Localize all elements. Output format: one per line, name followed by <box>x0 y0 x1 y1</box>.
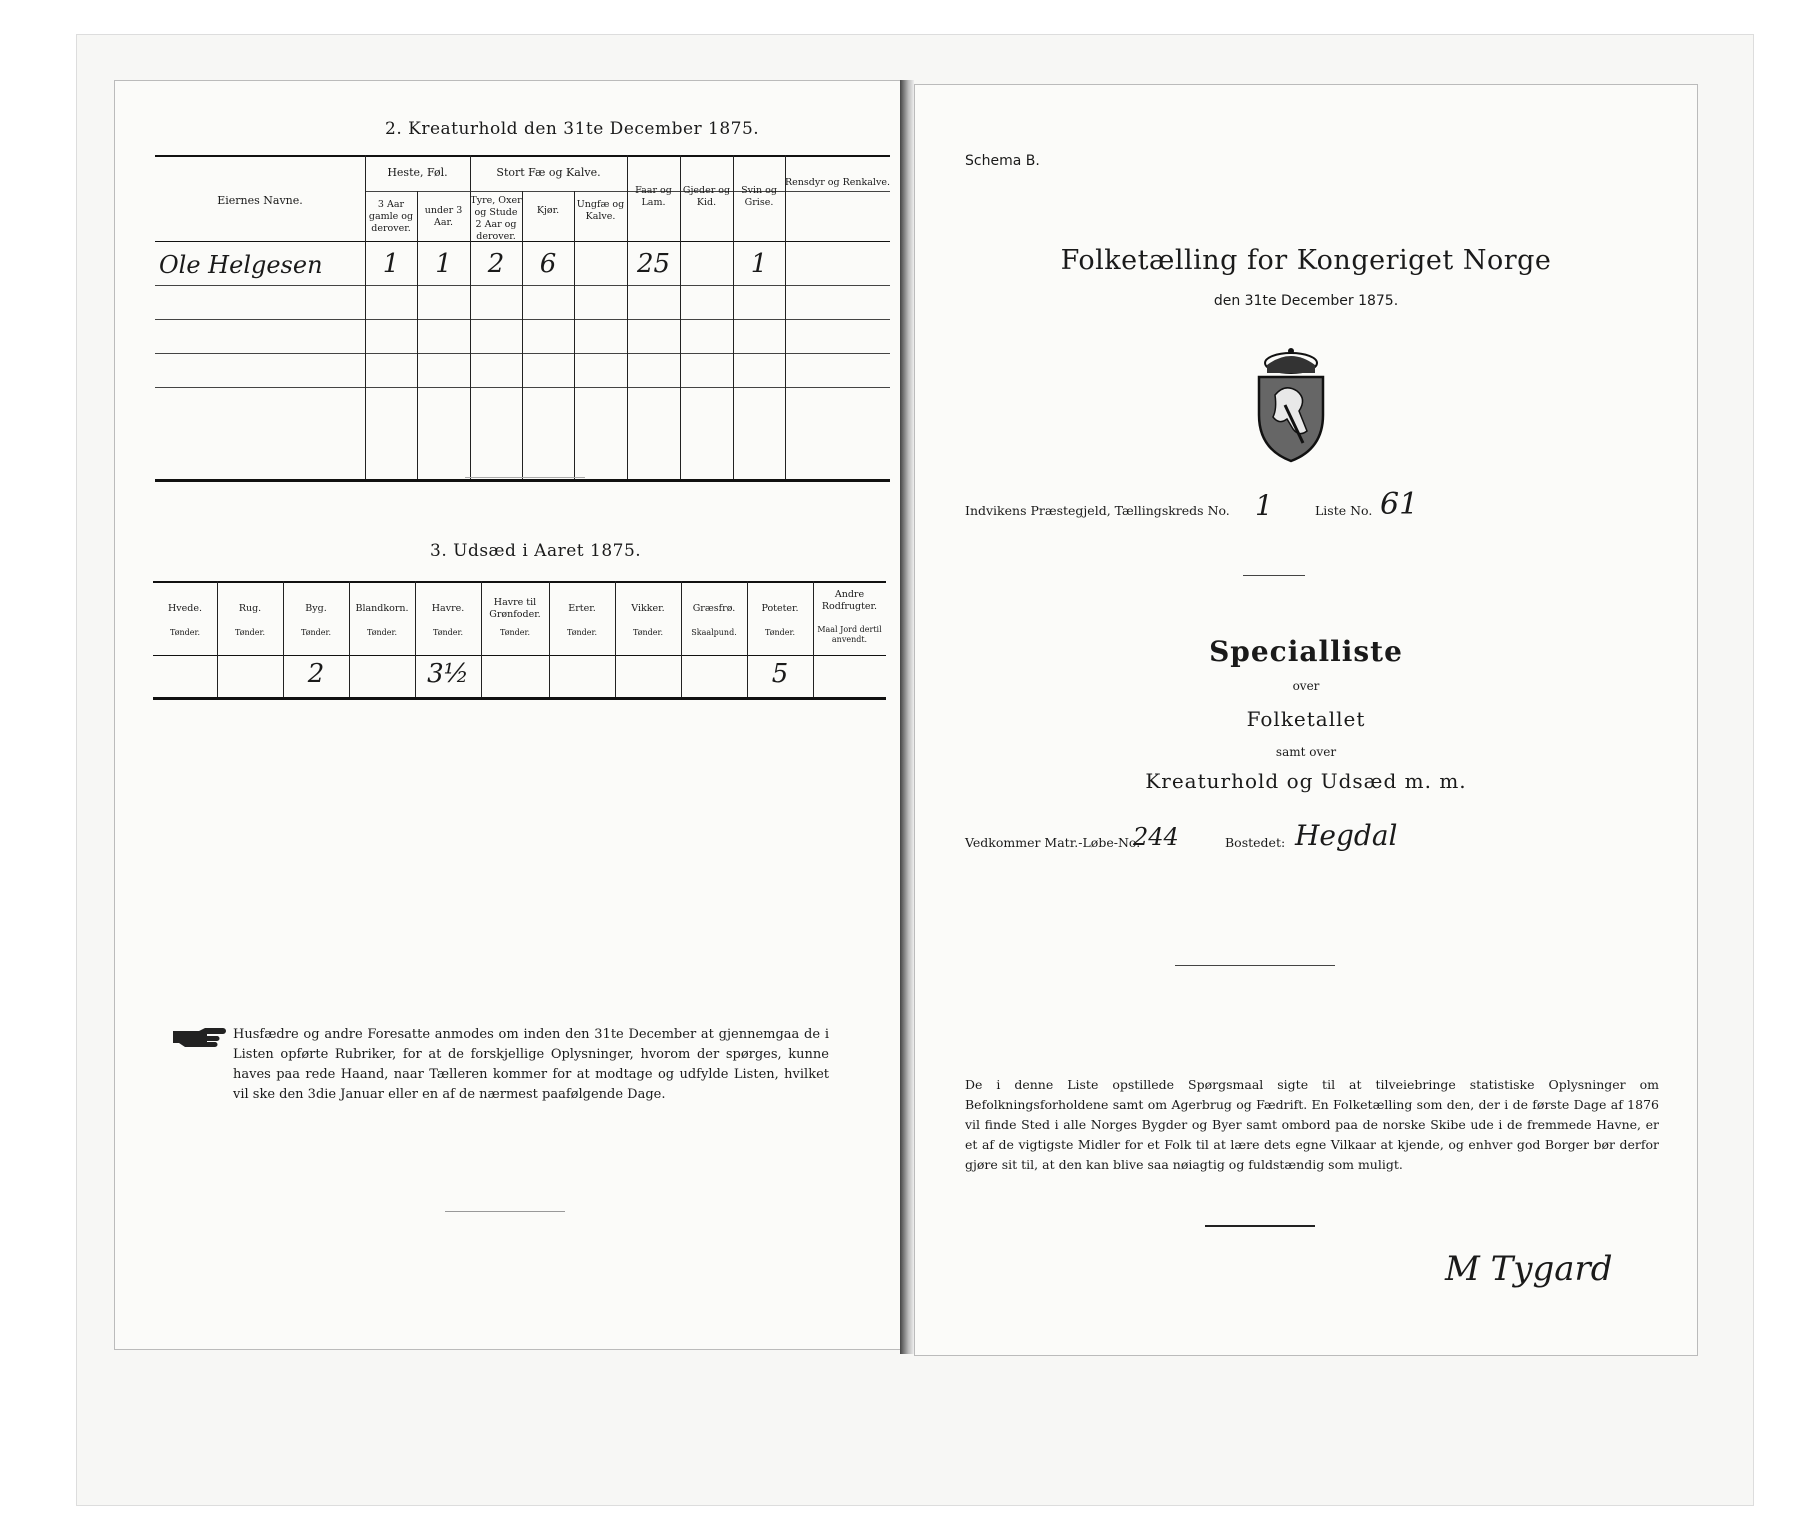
group-header-cattle: Stort Fæ og Kalve. <box>496 166 601 179</box>
sow-col-name: Vikker. <box>631 603 665 614</box>
livestock-cell: 1 <box>382 249 400 279</box>
sow-col-name: Havre til Grønfoder. <box>489 597 541 620</box>
over-label: over <box>1292 679 1320 693</box>
col-header: Rensdyr og Renkalve. <box>785 177 890 188</box>
schema-label: Schema B. <box>965 153 1040 169</box>
sow-col-unit: Tønder. <box>432 628 464 637</box>
signature: M Tygard <box>1445 1249 1613 1289</box>
kreaturhold-label: Kreaturhold og Udsæd m. m. <box>1145 769 1467 793</box>
liste-no: 61 <box>1380 487 1419 522</box>
livestock-cell: 25 <box>636 249 671 279</box>
sow-col-unit: Maal Jord dertil anvendt. <box>817 625 882 644</box>
samt-over-label: samt over <box>1275 745 1337 759</box>
divider <box>1175 965 1335 966</box>
liste-label: Liste No. <box>1315 503 1373 518</box>
sow-col-name: Havre. <box>431 603 465 614</box>
col-header: Faar og Lam. <box>635 185 672 208</box>
sow-col-name: Erter. <box>568 603 596 614</box>
sow-col-unit: Tønder. <box>566 628 598 637</box>
sow-col-unit: Tønder. <box>499 628 531 637</box>
right-page <box>914 84 1698 1356</box>
notice-text: Husfædre og andre Foresatte anmodes om inden den 31te December at gjennemgaa de i Listen opførte Rubriker, for at de forskjellige Oplysninger, hvorom der spørges, kunne haves paa rede Haand, naar Tælleren kommer for at modtage og udfylde Listen, hvilket vil ske den 3die Januar eller en af de nærmest paafølgende Dage. <box>233 1027 829 1102</box>
sow-col-name: Græsfrø. <box>692 603 736 614</box>
sow-cell: 2 <box>307 659 325 689</box>
sow-col-unit: Skaalpund. <box>691 628 737 637</box>
livestock-cell: 1 <box>435 249 452 279</box>
livestock-cell: 1 <box>750 249 768 279</box>
sow-cell: 5 <box>771 659 789 689</box>
col-header: under 3 Aar. <box>424 205 463 228</box>
coat-of-arms-icon <box>1245 347 1337 465</box>
parish-label: Indvikens Præstegjeld, Tællingskreds No. <box>965 503 1230 518</box>
sowing-title: 3. Udsæd i Aaret 1875. <box>430 541 642 561</box>
col-header: Ungfæ og Kalve. <box>576 199 625 222</box>
sow-col-name: Hvede. <box>168 603 202 614</box>
folketallet-label: Folketallet <box>1246 707 1366 731</box>
sow-col-name: Rug. <box>238 603 262 614</box>
livestock-cell: 6 <box>539 249 557 279</box>
main-subtitle: den 31te December 1875. <box>1213 293 1399 309</box>
col-header: Kjør. <box>536 205 560 216</box>
bostedet-label: Bostedet: <box>1225 835 1286 850</box>
sow-col-name: Blandkorn. <box>355 603 409 614</box>
sow-col-unit: Tønder. <box>632 628 664 637</box>
col-header: Gjeder og Kid. <box>682 185 731 208</box>
main-title: Folketælling for Kongeriget Norge <box>1060 245 1552 276</box>
sow-col-unit: Tønder. <box>366 628 398 637</box>
divider <box>465 477 585 478</box>
sow-cell: 3½ <box>427 659 469 689</box>
livestock-cell: 2 <box>487 249 505 279</box>
sow-col-name: Andre Rodfrugter. <box>821 589 878 612</box>
signature-line <box>1205 1225 1315 1227</box>
sow-col-unit: Tønder. <box>764 628 796 637</box>
col-header: Tyre, Oxer og Stude 2 Aar og derover. <box>470 195 522 242</box>
sow-col-name: Poteter. <box>761 603 799 614</box>
col-header: 3 Aar gamle og derover. <box>368 199 414 234</box>
left-page <box>114 80 914 1350</box>
sow-col-unit: Tønder. <box>169 628 201 637</box>
livestock-title: 2. Kreaturhold den 31te December 1875. <box>385 119 760 139</box>
owner-header: Eiernes Navne. <box>217 194 303 207</box>
sow-col-name: Byg. <box>305 603 327 614</box>
sow-col-unit: Tønder. <box>300 628 332 637</box>
divider <box>445 1211 565 1212</box>
owner-name: Ole Helgesen <box>159 251 323 279</box>
bostedet-value: Hegdal <box>1295 819 1398 852</box>
matr-label: Vedkommer Matr.-Løbe-No. <box>965 835 1141 850</box>
sow-col-unit: Tønder. <box>234 628 266 637</box>
divider <box>1243 575 1305 576</box>
specialliste-heading: Specialliste <box>1209 635 1403 668</box>
matr-no: 244 <box>1133 823 1179 851</box>
group-header-horses: Heste, Føl. <box>387 166 448 179</box>
pointing-hand-icon <box>171 1025 227 1049</box>
district-no: 1 <box>1255 489 1273 522</box>
purpose-paragraph: De i denne Liste opstillede Spørgsmaal sigte til at tilveiebringe statistiske Oplysninger om Befolkningsforholdene samt om Agerbrug og Fædrift. En Folketælling som den, der i de første Dage af 1876 vil finde Sted i alle Norges Bygder og Byer samt ombord paa de norske Skibe ude i de fremmede Havne, er et af de vigtigste Midler for et Folk til at lære dets egne Vilkaar at kjende, og enhver god Borger bør derfor gjøre sit til, at den kan blive saa nøiagtig og fuldstændig som muligt. <box>965 1077 1659 1172</box>
book-spine <box>900 80 914 1354</box>
col-header: Svin og Grise. <box>741 185 777 208</box>
sowing-table <box>153 581 886 781</box>
